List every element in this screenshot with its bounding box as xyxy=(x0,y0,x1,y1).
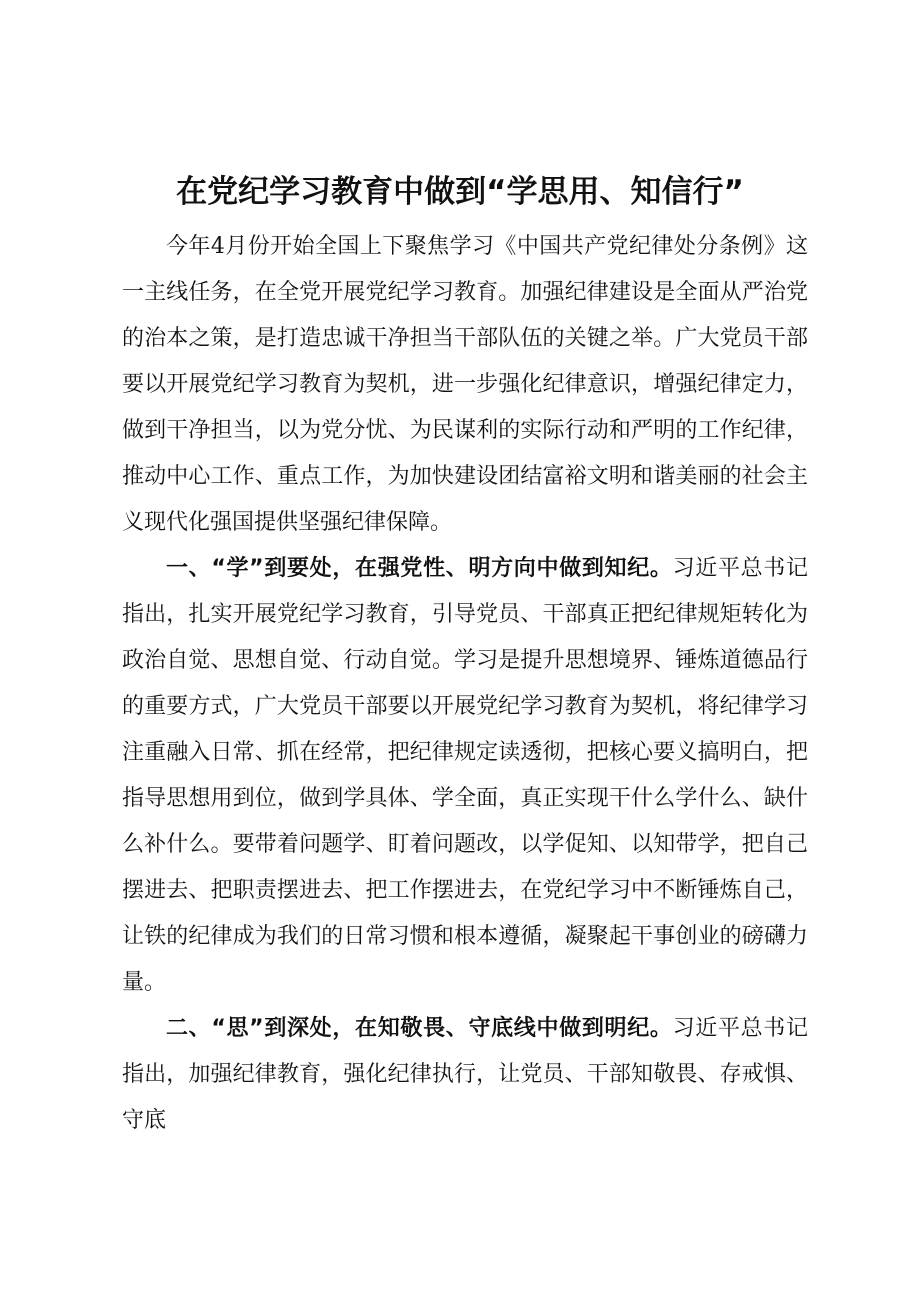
document-body xyxy=(122,224,808,1144)
section-body-2: 习近平总书记指出，加强纪律教育，强化纪律执行，让党员、干部知敬畏、存戒惧、守底 xyxy=(122,1016,808,1133)
section-paragraph-2 xyxy=(122,1006,808,1144)
section-heading-2: 二、“思”到深处，在知敬畏、守底线中做到明纪。 xyxy=(166,1016,673,1041)
document-title: 在党纪学习教育中做到“学思用、知信行” xyxy=(176,174,744,210)
section-heading-1: 一、“学”到要处，在强党性、明方向中做到知纪。 xyxy=(166,556,673,581)
intro-paragraph: 今年4月份开始全国上下聚焦学习《中国共产党纪律处分条例》这一主线任务，在全党开展党纪学习教育。加强纪律建设是全面从严治党的治本之策，是打造忠诚干净担当干部队伍的关键之举。广大党员干部要以开展党纪学习教育为契机，进一步强化纪律意识，增强纪律定力，做到干净担当，以为党分忧、为民谋利的实际行动和严明的工作纪律，推动中心工作、重点工作，为加快建设团结富裕文明和谐美丽的社会主义现代化强国提供坚强纪律保障。 xyxy=(122,234,808,535)
section-body-1: 习近平总书记指出，扎实开展党纪学习教育，引导党员、干部真正把纪律规矩转化为政治自觉、思想自觉、行动自觉。学习是提升思想境界、锤炼道德品行的重要方式，广大党员干部要以开展党纪学习教育为契机，将纪律学习注重融入日常、抓在经常，把纪律规定读透彻，把核心要义搞明白，把指导思想用到位，做到学具体、学全面，真正实现干什么学什么、缺什么补什么。要带着问题学、盯着问题改，以学促知、以知带学，把自己摆进去、把职责摆进去、把工作摆进去，在党纪学习中不断锤炼自己，让铁的纪律成为我们的日常习惯和根本遵循，凝聚起干事创业的磅礴力量。 xyxy=(122,556,808,995)
section-paragraph-1 xyxy=(122,546,808,1006)
